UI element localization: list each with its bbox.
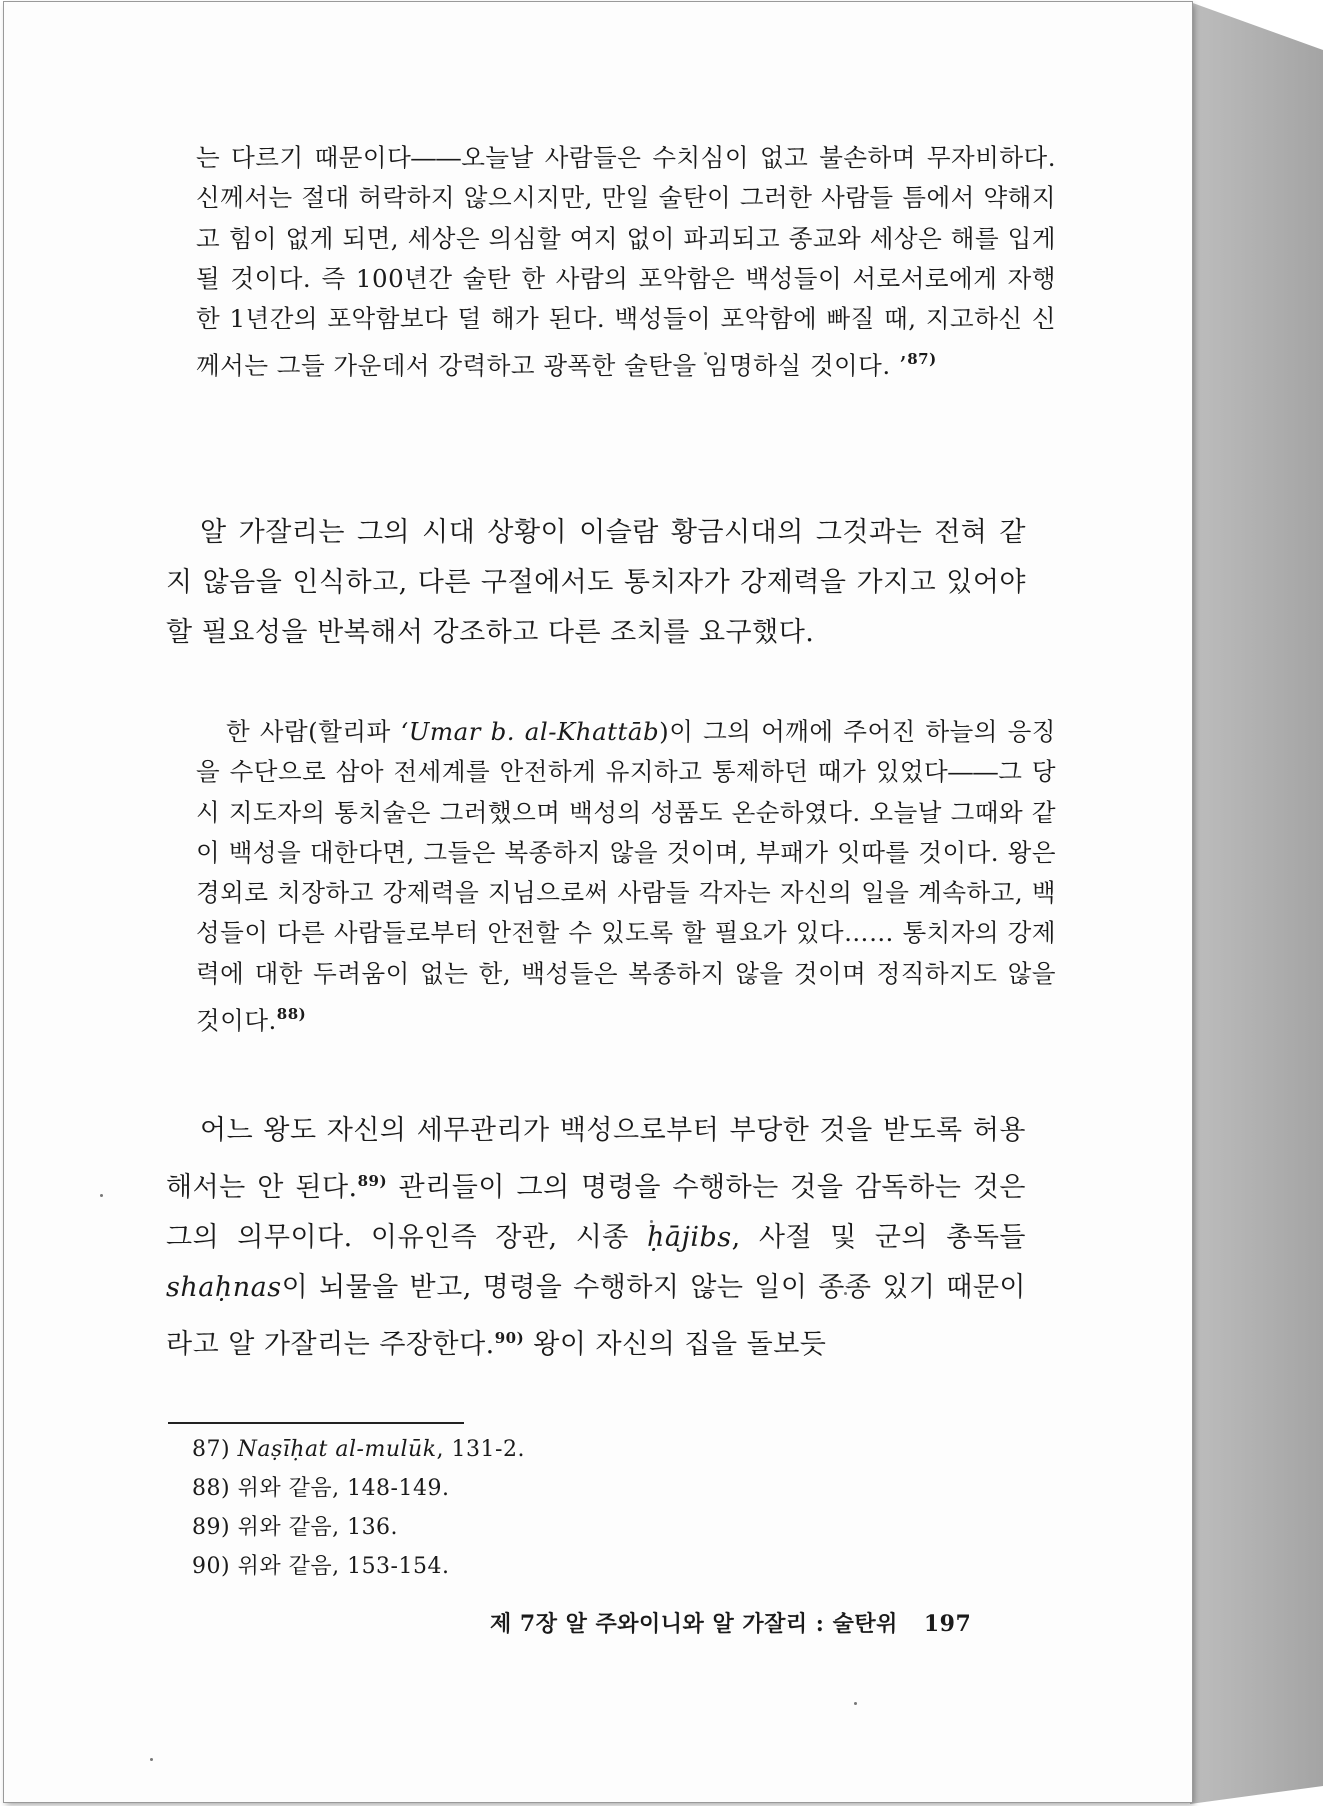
- footnote-number: 87): [192, 1437, 231, 1462]
- paragraph-2-text-5: 왕이 자신의 집을 돌보듯: [524, 1329, 827, 1360]
- running-footer: [490, 1607, 971, 1638]
- footnote-number: 90): [192, 1554, 231, 1579]
- footnote-text: 위와 같음, 148-149.: [237, 1476, 450, 1501]
- footnote-text: , 131-2.: [436, 1437, 525, 1462]
- book-edge: [1190, 0, 1323, 1806]
- footnotes: [192, 1430, 525, 1586]
- paragraph-2-text-3: , 사절 및 군의 총독들: [731, 1222, 1026, 1253]
- footnote-ref-87: 87): [907, 350, 937, 369]
- footnote-number: 88): [192, 1476, 231, 1501]
- chapter-title: 제 7장 알 주와이니와 알 가잘리 : 술탄위: [490, 1611, 898, 1637]
- footnote-ref-88: 88): [276, 1005, 307, 1024]
- footnote-text: 위와 같음, 153-154.: [237, 1554, 450, 1579]
- footnote-ref-90: 90): [494, 1329, 525, 1347]
- page-number: 197: [923, 1611, 972, 1637]
- footnote-text: 위와 같음, 136.: [237, 1515, 399, 1540]
- paragraph-2-text-1: 어느 왕도 자신의 세무관리가 백성으로부터 부당한 것을 받도록 허용해서는 안 된다.: [166, 1115, 1026, 1203]
- print-speck: [100, 1194, 103, 1197]
- footnote-divider: [168, 1422, 464, 1424]
- print-speck: [150, 1758, 153, 1761]
- block-quote-2-text-start: 한 사람(할리파: [226, 717, 401, 746]
- paragraph-1: 알 가잘리는 그의 시대 상황이 이슬람 황금시대의 그것과는 전혀 같지 않음을 인식하고, 다른 구절에서도 통치자가 강제력을 가지고 있어야 할 필요성을 반복해서 강조하고 다른 조치를 요구했다.: [166, 517, 1026, 648]
- paragraph-2-text-2: 관리들이 그의 명령을 수행하는 것을 감독하는 것은 그의 의무이다. 이유인즉 장관, 시종: [166, 1172, 1026, 1253]
- footnote-item: [192, 1430, 525, 1469]
- block-quote-1: [166, 138, 1056, 387]
- print-speck: [854, 1702, 857, 1705]
- footnote-item: [192, 1508, 525, 1547]
- footnote-item: [192, 1469, 525, 1508]
- footnote-ref-89: 89): [357, 1172, 388, 1190]
- block-quote-2-text: )이 그의 어깨에 주어진 하늘의 응징을 수단으로 삼아 전세계를 안전하게 유지하고 통제하던 때가 있었다――그 당시 지도자의 통치술은 그러했으며 백성의 성품도 온순하였다. 오늘날 그때와 같이 백성을 대한다면, 그들은 복종하지 않을 것이며, 부패가 잇따를 것이다. 왕은 경외로 치장하고 강제력을 지님으로써 사람들 각자는 자신의 일을 계속하고, 백성들이 다른 사람들로부터 안전할 수 있도록 할 필요가 있다…… 통치자의 강제력에 대한 두려움이 없는 한, 백성들은 복종하지 않을 것이며 정직하지도 않을 것이다.: [196, 717, 1056, 1036]
- footnote-title: Naṣīḥat al-mulūk: [237, 1437, 437, 1462]
- footnote-number: 89): [192, 1515, 231, 1540]
- paragraph-2: [166, 1106, 1026, 1370]
- block-quote-1-text: 는 다르기 때문이다――오늘날 사람들은 수치심이 없고 불손하며 무자비하다. 신께서는 절대 허락하지 않으시지만, 만일 술탄이 그러한 사람들 틈에서 약해지고 힘이 없게 되면, 세상은 의심할 여지 없이 파괴되고 종교와 세상은 해를 입게 될 것이다. 즉 100년간 술탄 한 사람의 포악함은 백성들이 서로서로에게 자행한 1년간의 포악함보다 덜 해가 된다. 백성들이 포악함에 빠질 때, 지고하신 신께서는 그들 가운데서 강력하고 광폭한 술탄을 임명하실 것이다. ’: [196, 143, 1056, 381]
- paragraph-2-text-4: 이 뇌물을 받고, 명령을 수행하지 않는 일이 종종 있기 때문이라고 알 가잘리는 주장한다.: [166, 1272, 1026, 1360]
- caliph-name: ‘Umar b. al-Khattāb: [400, 717, 660, 746]
- footnote-item: [192, 1547, 525, 1586]
- block-quote-2: [166, 712, 1056, 1041]
- term-hajibs: ḥājibs: [647, 1222, 732, 1253]
- term-shahnas: shaḥnas: [166, 1272, 282, 1303]
